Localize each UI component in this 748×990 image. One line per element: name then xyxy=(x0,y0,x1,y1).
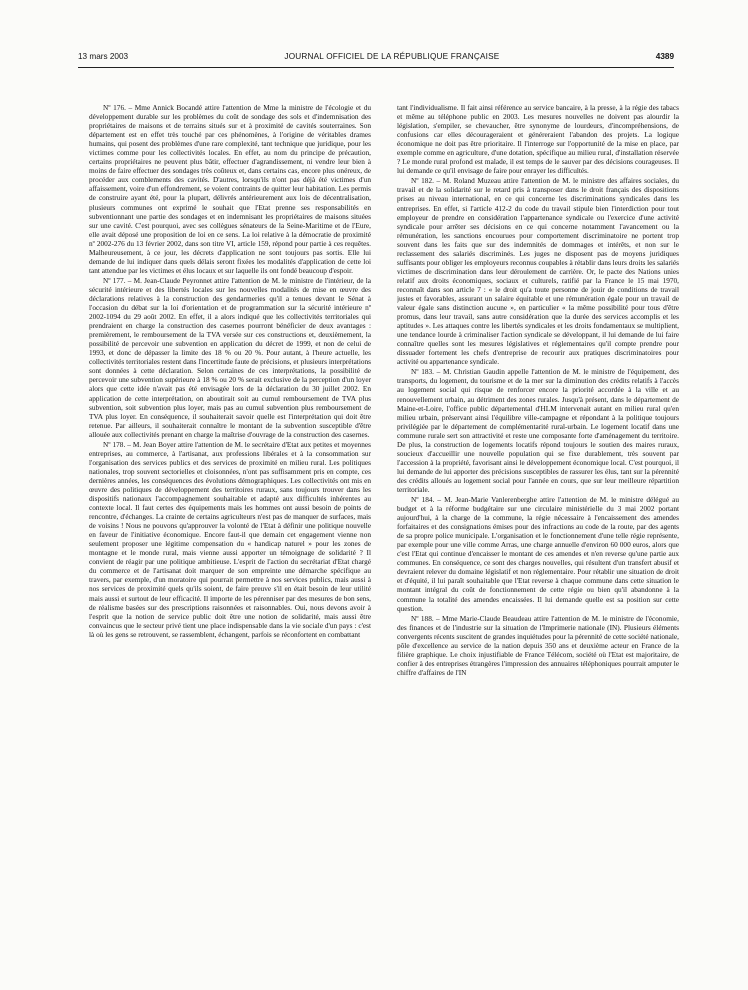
header-page-number: 4389 xyxy=(655,52,674,61)
question-188: Nº 188. – Mme Marie-Claude Beaudeau attire l'attention de M. le ministre de l'économie, des finances et de l'industrie sur la situation de l'Imprimerie nationale (IN). Plusieurs éléments convergents récents suscitent de grandes inquiétudes pour la pérennité de cette société nationale, pôle d'excellence au service de la nation depuis 350 ans et deuxième acteur en France de la filière graphique. Le choix injustifiable de France Télécom, société où l'Etat est majoritaire, de confier à des entreprises étrangères l'impression des annuaires téléphoniques pourrait amputer le chiffre d'affaires de l'IN xyxy=(397,613,679,677)
question-178-continued: tant l'individualisme. Il fait ainsi référence au service bancaire, à la presse, à la régie des tabacs et même au téléphone public en 2003. Les mesures nouvelles ne doivent pas alourdir la législation, s'empiler, se chevaucher, être synonyme de lourdeurs, d'incompréhensions, de confusions car elles décourageraient et généreraient l'abandon des projets. La logique économique ne doit pas être prioritaire. Il l'interroge sur l'opportunité de la mise en place, par exemple comme en agriculture, d'une dotation, spécifique au milieu rural, d'installation réservée ? Le monde rural profond est malade, il est temps de le sauver par des décisions courageuses. Il lui demande ce qu'il envisage de faire pour enrayer les difficultés. xyxy=(397,103,679,176)
header-title: JOURNAL OFFICIEL DE LA RÉPUBLIQUE FRANÇAISE xyxy=(284,52,500,61)
question-182: Nº 182. – M. Roland Muzeau attire l'attention de M. le ministre des affaires sociales, du travail et de la solidarité sur le retard pris à transposer dans le droit français des dispositions prises au niveau international, en ce qui concerne les discriminations syndicales dans les entreprises. En effet, si l'article 412-2 du code du travail stipule bien l'interdiction pour tout employeur de prendre en considération l'appartenance syndicale ou l'exercice d'une activité syndicale pour arrêter ses décisions en ce qui concerne notamment l'avancement ou la rémunération, les sanctions encourues pour comportement discriminatoire ne portent trop souvent dans les faits que sur des indemnités de dommages et intérêts, et non sur le reclassement des salariés discriminés. Les juges ne disposent pas de moyens juridiques suffisants pour obliger les employeurs reconnus coupables à rétablir dans leurs droits les salariés victimes de discrimination dans leur déroulement de carrière. Or, le pacte des Nations unies relatif aux droits économiques, sociaux et culturels, ratifié par la France le 15 mai 1970, reconnaît dans son article 7 : « le droit qu'a toute personne de jouir de conditions de travail justes et favorables, assurant un salaire équitable et une rémunération égale pour un travail de valeur égale sans distinction aucune », en particulier « la même possibilité pour tous d'être promus, dans leur travail, sans autre considération que la durée des services accomplis et les aptitudes ». Les attaques contre les libertés syndicales et les droits fondamentaux se multiplient, une tendance lourde à criminaliser l'action syndicale se développant, il lui demande de lui faire connaître quelles sont les mesures législatives et réglementaires qu'il compte prendre pour dissuader fortement les chefs d'entreprise de recourir aux pratiques discriminatoires pour activité ou appartenance syndicale. xyxy=(397,176,679,367)
question-177: Nº 177. – M. Jean-Claude Peyronnet attire l'attention de M. le ministre de l'intérieur, de la sécurité intérieure et des libertés locales sur les nouvelles modalités de mise en œuvre des déclarations relatives à la construction des gendarmeries qu'il a tenues devant le Sénat à l'occasion du débat sur la loi d'orientation et de programmation sur la sécurité intérieure nº 2002-1094 du 29 août 2002. En effet, il a alors indiqué que les collectivités territoriales qui prendraient en charge la construction des casernes pourront bénéficier de deux avantages : premièrement, le remboursement de la TVA versée sur ces constructions et, deuxièmement, la possibilité de percevoir une subvention en application du décret de 1999, et non de celui de 1993, et donc de dépasser la limite des 18 % ou 20 %. Pour autant, à l'heure actuelle, les collectivités territoriales restent dans l'incertitude faute de précisions, et plusieurs interprétations sont données à cette déclaration. Selon certaines de ces interprétations, la possibilité de percevoir une subvention supérieure à 18 % ou 20 % serait exclusive de la perception d'un loyer alors que cette idée n'avait pas été envisagée lors de la déclaration du 30 juillet 2002. En application de cette interprétation, on aboutirait soit au cumul remboursement de TVA plus subvention, soit subvention plus loyer, mais pas au cumul subvention plus remboursement de TVA plus loyer. En conséquence, il souhaiterait savoir quelle est l'interprétation qui doit être retenue. Par ailleurs, il souhaiterait connaître le montant de la subvention susceptible d'être allouée aux collectivités prenant en charge la maîtrise d'ouvrage de la construction des casernes. xyxy=(89,275,371,439)
question-183: Nº 183. – M. Christian Gaudin appelle l'attention de M. le ministre de l'équipement, des transports, du logement, du tourisme et de la mer sur la diminution des crédits relatifs à l'accès au logement social qui risque de renforcer encore la priorité accordée à la ville et au renouvellement urbain, au détriment des zones rurales. Jusqu'à présent, dans le département de Maine-et-Loire, l'office public départemental d'HLM intervenait autant en milieu rural qu'en milieu urbain, préservant ainsi l'équilibre ville-campagne et répondant à la politique toujours privilégiée par le département de complémentarité rural-urbain. Le logement locatif dans une commune rurale sert son attractivité et reste une composante forte d'aménagement du territoire. De plus, la construction de logements locatifs répond toujours le soutien des maires ruraux, soucieux d'accueillir une nouvelle population qui se fixe durablement, très souvent par l'accession à la propriété, favorisant ainsi le développement économique local. C'est pourquoi, il lui demande de lui apporter des précisions susceptibles de rassurer les élus, tant sur la pérennité des crédits alloués au logement social pour l'année en cours, que sur leur meilleure répartition territoriale. xyxy=(397,367,679,494)
page-header xyxy=(78,52,674,66)
question-176: Nº 176. – Mme Annick Bocandé attire l'attention de Mme la ministre de l'écologie et du développement durable sur les problèmes du coût de sondage des sols et d'indemnisation des propriétaires de maisons et de terrains situés sur et à proximité de cavités souterraines. Son département est en effet très touché par ces phénomènes, à l'origine de véritables drames humains, qui posent des problèmes d'une rare complexité, tant technique que juridique, pour les victimes comme pour les collectivités locales. En effet, au nom du principe de précaution, certains propriétaires ne peuvent plus bâtir, effectuer d'agrandissement, ni vendre leur bien à moins de faire effectuer des sondages très coûteux et, dans certains cas, encore plus onéreux, de procéder aux comblements des cavités. D'autres, lorsqu'ils n'ont pas déjà été victimes d'un affaissement, voire d'un effondrement, se voient contraints de quitter leur habitation. Les permis de construire ayant été, pour la plupart, délivrés antérieurement aux lois de décentralisation, plusieurs communes ont exprimé le souhait que l'Etat prenne ses responsabilités en subventionnant une partie des sondages et en indemnisant les propriétaires de maisons situées sur une cavité. C'est pourquoi, avec ses collègues sénateurs de la Seine-Maritime et de l'Eure, elle avait déposé une proposition de loi en ce sens. La loi relative à la démocratie de proximité nº 2002-276 du 13 février 2002, dans son titre VI, article 159, répond pour partie à ces requêtes. Malheureusement, à ce jour, les décrets d'application ne sont toujours pas sortis. Elle lui demande de lui indiquer dans quels délais seront fixées les modalités d'application de cette loi tant attendue par les victimes et élus locaux et sur laquelle ils ont fondé beaucoup d'espoir. xyxy=(89,103,371,275)
header-date: 13 mars 2003 xyxy=(78,52,129,61)
left-column xyxy=(89,103,371,977)
right-column xyxy=(397,103,679,977)
header-rule xyxy=(78,67,674,68)
question-178: Nº 178. – M. Jean Boyer attire l'attention de M. le secrétaire d'Etat aux petites et moyennes entreprises, au commerce, à l'artisanat, aux professions libérales et à la consommation sur l'organisation des services publics et des services de proximité en milieu rural. Les politiques nationales, trop souvent sectorielles et cloisonnées, n'ont pas suffisamment pris en compte, ces dernières années, les conséquences des évolutions démographiques. Les collectivités ont mis en œuvre des politiques de développement des territoires ruraux, sans toujours trouver dans les dispositifs nationaux l'accompagnement souhaitable et adapté aux difficultés inhérentes au contexte local. Il faut certes des équipements mais les hommes ont aussi besoin de points de rencontre, d'échanges. La crainte de certains agriculteurs n'est pas de manquer de surfaces, mais de voisins ! Nous ne pouvons qu'approuver la volonté de l'Etat à définir une politique nouvelle en faveur de l'initiative économique. Encore faut-il que demain cet engagement vienne non seulement proposer une légitime compensation du « handicap naturel » pour les zones de montagne et le monde rural, mais vienne aussi apporter un témoignage de solidarité ? Il convient de réagir par une politique ambitieuse. L'esprit de l'action du secrétariat d'Etat chargé du commerce et de l'artisanat doit marquer de son empreinte une démarche spécifique au travers, par exemple, d'un moratoire qui pourrait permettre à nos services publics, mais aussi à nos services de proximité quels qu'ils soient, de faire preuve s'il en était besoin de leur utilité mais aussi et surtout de leur efficacité. Il importe de les pérenniser par des mesures de bon sens, de réalisme basées sur des prescriptions raisonnées et raisonnables. Oui, nous devons avoir à l'esprit que la notion de service public doit être une notion de solidarité, mais aussi être convaincus que le secteur privé tient une place indispensable dans la vie sociale d'un pays : c'est là où les gens se retrouvent, se rassemblent, échangent, parfois se réconfortent en combattant xyxy=(89,439,371,639)
question-184: Nº 184. – M. Jean-Marie Vanlerenberghe attire l'attention de M. le ministre délégué au budget et à la réforme budgétaire sur une circulaire ministérielle du 3 mai 2002 portant aujourd'hui, à la charge de la commune, la régie nécessaire à l'encaissement des amendes forfaitaires et des consignations émises pour des infractions au code de la route, par des agents de sa propre police municipale. L'organisation et le fonctionnement d'une telle régie représente, par exemple pour une ville comme Arras, une charge annuelle d'environ 60 000 euros, alors que c'est l'Etat qui continue d'encaisser le montant de ces amendes et n'en reverse qu'une partie aux communes. En conséquence, ce sont des charges nouvelles, qui résultent d'un transfert abusif et devraient relever du domaine législatif et non réglementaire. Pour rétablir une situation de droit et d'équité, il lui paraît souhaitable que l'Etat reverse à chaque commune dans cette situation le montant intégral du coût de fonctionnement de cette régie ou bien qu'il abandonne à la commune la totalité des amendes encaissées. Il lui demande quelle est sa position sur cette question. xyxy=(397,495,679,613)
